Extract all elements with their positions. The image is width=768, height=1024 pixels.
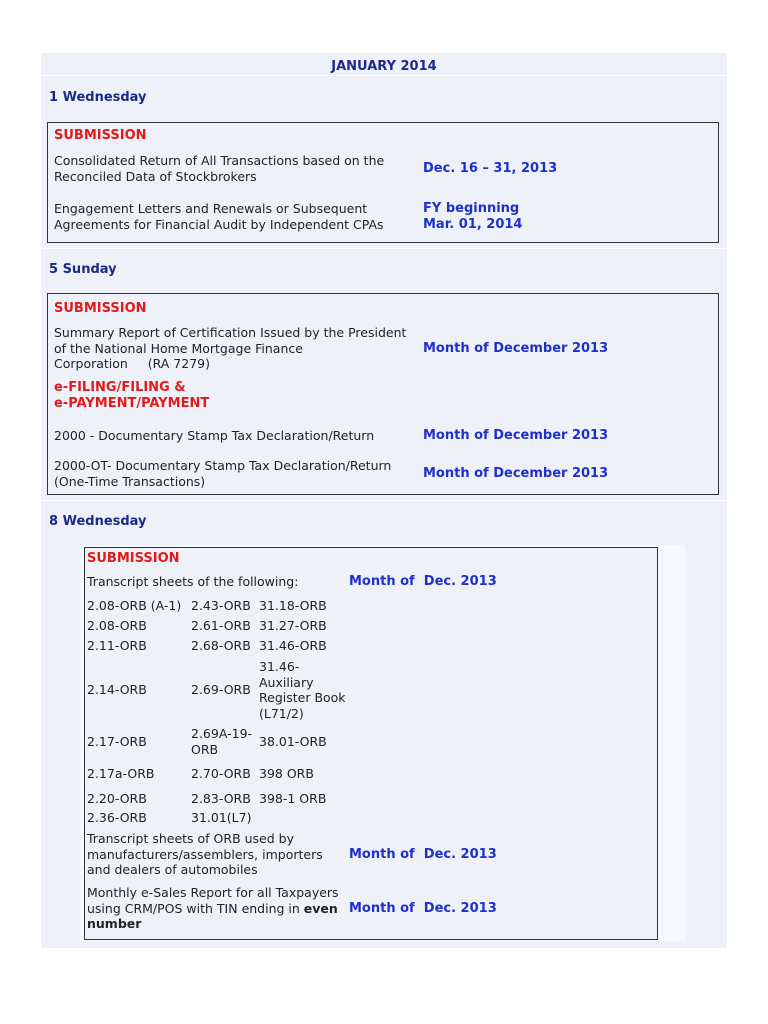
item-line: Engagement Letters and Renewals or Subsequent [54, 201, 368, 216]
item-text [54, 201, 384, 232]
item-line: of the National Home Mortgage Finance [54, 340, 303, 356]
item-line [87, 901, 339, 917]
item-text [87, 885, 339, 932]
day-5-box [47, 293, 719, 495]
day-1-box [47, 122, 719, 243]
item-text [87, 831, 323, 878]
section-label: SUBMISSION [54, 301, 147, 316]
orb-cell: 2.17a-ORB [87, 766, 155, 781]
orb-cell: 2.14-ORB [87, 682, 147, 697]
period-value: Dec. 2013 [423, 574, 497, 589]
period-prefix: Month of [349, 901, 415, 916]
day-header [41, 500, 727, 541]
item-period [349, 901, 497, 917]
day-label: 8 Wednesday [49, 514, 147, 529]
period-line: FY beginning [423, 201, 520, 216]
orb-cell: 2.11-ORB [87, 638, 147, 653]
day-label: 1 Wednesday [49, 90, 147, 105]
item-period [423, 201, 522, 232]
orb-cell: 38.01-ORB [259, 734, 327, 749]
item-line: Reconciled Data of Stockbrokers [54, 168, 257, 184]
orb-cell: 2.43-ORB [191, 598, 251, 613]
transcript-period [349, 574, 497, 590]
day-header [41, 248, 727, 289]
item-line: Monthly e-Sales Report for all Taxpayers [87, 885, 339, 900]
item-text [54, 325, 406, 372]
orb-cell: 31.46- Auxiliary Register Book (L71/2) [259, 659, 346, 721]
item-text [54, 458, 391, 489]
orb-cell: 2.20-ORB [87, 791, 147, 806]
period-prefix: Month of [349, 574, 415, 589]
item-line: and dealers of automobiles [87, 862, 258, 877]
section-label [54, 380, 209, 411]
period-prefix: Month of [349, 847, 415, 862]
bold-text: number [87, 916, 142, 931]
orb-cell: 398-1 ORB [259, 791, 327, 806]
period-value: Dec. 2013 [423, 901, 497, 916]
orb-cell: 2.08-ORB (A-1) [87, 598, 182, 613]
item-text: 2000 - Documentary Stamp Tax Declaration/Return [54, 428, 375, 443]
section-label: SUBMISSION [54, 128, 147, 143]
period-value: Dec. 2013 [423, 847, 497, 862]
item-line: 2000-OT- Documentary Stamp Tax Declaration/Return [54, 458, 392, 473]
item-line: (One-Time Transactions) [54, 473, 206, 489]
orb-cell: 31.18-ORB [259, 598, 327, 613]
item-period: Dec. 16 – 31, 2013 [423, 161, 558, 176]
day-8-box [84, 547, 658, 940]
item-line: manufacturers/assemblers, importers [87, 846, 323, 862]
item-text [54, 153, 384, 184]
orb-cell: 2.61-ORB [191, 618, 251, 633]
transcript-heading: Transcript sheets of the following: [87, 574, 299, 589]
item-line: Consolidated Return of All Transactions based on the [54, 153, 385, 168]
orb-cell: 2.36-ORB [87, 810, 147, 825]
item-line-part: using CRM/POS with TIN ending in [87, 900, 304, 916]
orb-cell: 31.46-ORB [259, 638, 327, 653]
item-line: Agreements for Financial Audit by Independent CPAs [54, 216, 384, 232]
item-line: Summary Report of Certification Issued by the President [54, 325, 407, 340]
item-period: Month of December 2013 [423, 466, 609, 481]
orb-cell: 2.17-ORB [87, 734, 147, 749]
item-period: Month of December 2013 [423, 341, 609, 356]
day-header [41, 75, 727, 116]
orb-cell: 2.70-ORB [191, 766, 251, 781]
period-line: Mar. 01, 2014 [423, 216, 523, 232]
orb-cell: 31.01(L7) [191, 810, 252, 825]
item-line: Corporation (RA 7279) [54, 356, 210, 371]
section-label-line: e-PAYMENT/PAYMENT [54, 395, 210, 411]
day-label: 5 Sunday [49, 262, 117, 277]
orb-cell: 2.68-ORB [191, 638, 251, 653]
orb-cell: 2.69A-19- ORB [191, 726, 253, 757]
month-title: JANUARY 2014 [331, 59, 437, 74]
orb-cell: 2.08-ORB [87, 618, 147, 633]
item-period [349, 847, 497, 863]
section-label: SUBMISSION [87, 551, 180, 566]
item-period: Month of December 2013 [423, 428, 609, 443]
calendar-container [41, 53, 727, 948]
section-label-line: e-FILING/FILING & [54, 380, 186, 395]
orb-cell: 2.83-ORB [191, 791, 251, 806]
orb-cell: 2.69-ORB [191, 682, 251, 697]
orb-cell: 31.27-ORB [259, 618, 327, 633]
item-line: Transcript sheets of ORB used by [87, 831, 294, 846]
orb-cell: 398 ORB [259, 766, 314, 781]
bold-text: even [303, 900, 338, 916]
